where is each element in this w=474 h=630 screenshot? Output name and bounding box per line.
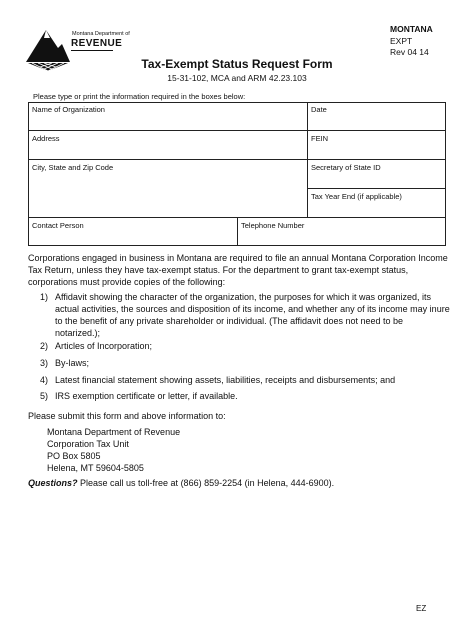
list-item (40, 374, 450, 386)
organization-name-field[interactable] (28, 102, 308, 131)
submit-instruction: Please submit this form and above information to: (28, 411, 226, 421)
requirement-text: Latest financial statement showing assets, liabilities, receipts and disbursements; and (55, 375, 396, 385)
address-label: Address (32, 134, 60, 143)
secretary-of-state-id-field[interactable] (307, 159, 446, 189)
requirement-text: Affidavit showing the character of the organization, the purposes for which it was organized, its actual activities, the sources and disposition of its income, and whether any of its income may inure to the benefit of any private shareholder or individual. (The affidavit does not need to be notarized.); (55, 292, 450, 338)
list-item (40, 390, 450, 402)
requirement-number: 2) (40, 341, 49, 351)
requirement-text: By-laws; (55, 358, 90, 368)
telephone-number-label: Telephone Number (241, 221, 305, 230)
requirement-number: 3) (40, 358, 49, 368)
form-state: MONTANA (390, 24, 433, 34)
questions-label: Questions? (28, 478, 78, 488)
intro-paragraph: Corporations engaged in business in Montana are required to file an annual Montana Corporation Income Tax Return, unless they have tax-exempt status. For the department to grant tax-exempt status, corporations must provide copies of the following: (28, 253, 448, 287)
logo-agency-name: REVENUE (71, 38, 123, 49)
address-line: Montana Department of Revenue (47, 427, 181, 437)
logo-agency-small: Montana Department of (72, 31, 130, 37)
fein-field[interactable] (307, 130, 446, 160)
telephone-number-field[interactable] (237, 217, 446, 246)
footer-code: EZ (416, 604, 427, 613)
address-line: Corporation Tax Unit (47, 439, 129, 449)
form-code: EXPT (390, 35, 413, 46)
list-item (40, 291, 450, 339)
address-field[interactable] (28, 130, 308, 160)
questions-text: Please call us toll-free at (866) 859-2254 (in Helena, 444-6900). (77, 478, 335, 488)
organization-name-label: Name of Organization (32, 105, 105, 114)
requirement-number: 5) (40, 391, 49, 401)
fein-label: FEIN (311, 134, 329, 143)
list-item (40, 357, 450, 369)
form-revision: Rev 04 14 (390, 47, 429, 57)
requirement-number: 4) (40, 375, 49, 385)
date-field[interactable] (307, 102, 446, 131)
city-state-zip-label: City, State and Zip Code (32, 163, 114, 172)
tax-year-end-label: Tax Year End (if applicable) (311, 192, 402, 201)
secretary-of-state-id-label: Secretary of State ID (311, 163, 381, 172)
contact-person-field[interactable] (28, 217, 238, 246)
requirement-text: IRS exemption certificate or letter, if available. (55, 391, 238, 401)
requirement-number: 1) (40, 292, 49, 302)
form-code-block (390, 24, 433, 59)
contact-person-label: Contact Person (32, 221, 84, 230)
form-title: Tax-Exempt Status Request Form (141, 57, 333, 71)
questions-line (28, 477, 334, 489)
form-instruction: Please type or print the information required in the boxes below: (33, 92, 246, 101)
requirement-text: Articles of Incorporation; (55, 341, 153, 351)
mailing-address (47, 426, 180, 474)
list-item (40, 340, 450, 352)
address-line: PO Box 5805 (47, 451, 101, 461)
form-subtitle: 15-31-102, MCA and ARM 42.23.103 (167, 73, 307, 83)
tax-year-end-field[interactable] (307, 188, 446, 218)
date-label: Date (311, 105, 327, 114)
city-state-zip-field[interactable] (28, 159, 308, 218)
address-line: Helena, MT 59604-5805 (47, 463, 144, 473)
logo-rule (71, 50, 113, 51)
